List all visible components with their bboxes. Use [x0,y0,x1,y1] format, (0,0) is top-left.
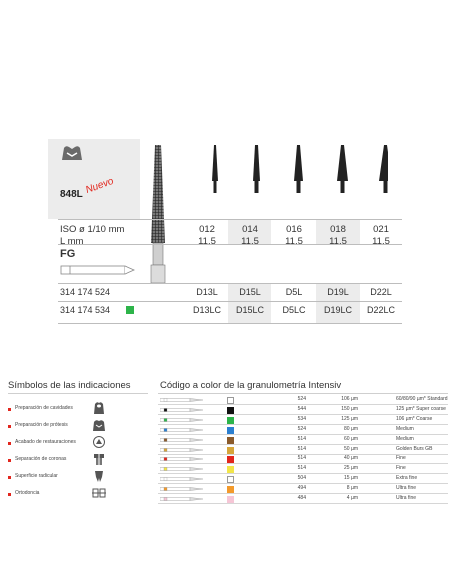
grit-reference: 514 [297,455,306,462]
iso-value: 014 [242,224,258,235]
grit-reference: 534 [297,415,306,422]
grit-color-swatch [227,486,234,493]
tooth-prosthesis-icon [92,418,106,432]
grit-size: 15 µm [344,475,358,482]
grit-size: 8 µm [346,485,358,492]
grit-size: 106 µm [341,396,358,402]
grit-size: 60 µm [344,435,358,442]
new-badge: Nuevo [84,175,116,196]
bur-size-silhouettes [208,143,388,195]
grit-label: Standard [427,396,448,402]
reference-number: 314 174 524 [60,287,111,297]
bur-shank-icon [160,408,204,412]
grit-name [396,446,432,452]
grit-size: 50 µm [344,445,358,452]
order-code: D22LC [366,305,395,315]
grit-label: Golden Burs GB [396,445,433,452]
grit-label: Ultra fine [396,485,417,492]
grit-row [158,465,448,474]
grit-size: 80 µm [344,425,358,432]
orthodontics-icon [92,486,106,500]
bullet [8,459,11,462]
root-surface-icon [92,469,106,483]
order-code: D15L [239,287,261,297]
length-value: 11.5 [198,236,216,247]
order-code: D22L [370,287,392,297]
grit-row [158,416,448,425]
bullet [8,425,11,428]
shank-type: FG [60,248,76,260]
iso-value: 016 [286,224,302,235]
grit-name [396,455,406,461]
grit-name [396,436,414,442]
grit-color-swatch [227,397,234,404]
grit-row [158,475,448,484]
bur-shank-icon [160,398,204,402]
grit-color-swatch [227,456,234,463]
section-title: Código a color de la granulometría Intensiv [160,380,342,391]
grit-row [158,446,448,455]
bur-shank-icon [160,477,204,481]
grit-color-swatch [227,427,234,434]
bullet [8,476,11,479]
grit-reference: 494 [297,485,306,492]
grit-row [158,396,448,405]
tooth-cavity-icon [92,401,106,415]
indication-label: Preparación de cavidades [15,405,73,411]
bullet [8,493,11,496]
iso-value: 018 [330,224,346,235]
divider [8,393,148,394]
grit-row [158,455,448,464]
grit-name [396,426,414,432]
divider [58,301,402,302]
grit-reference: 524 [297,396,306,402]
length-value: 11.5 [285,236,303,247]
divider [158,454,448,455]
grit-extra: 125 µm* [396,405,415,412]
grit-label: Fine [396,465,406,472]
order-code: D19LC [323,305,352,315]
length-value: 11.5 [329,236,347,247]
iso-value: 012 [199,224,215,235]
grit-label: Ultra fine [396,495,417,501]
grit-row [158,426,448,435]
fg-shank-image [60,264,136,276]
grit-size: 40 µm [344,455,358,462]
grit-extra: 106 µm* [396,415,415,422]
grit-name [396,396,448,402]
divider [158,424,448,425]
indication-label: Preparación de prótesis [15,422,68,428]
grit-label: Coarse [416,415,433,422]
divider [158,493,448,494]
divider [158,503,448,504]
bullet [8,442,11,445]
bur-shank-icon [160,428,204,432]
grit-name [396,465,406,471]
grit-size: 4 µm [346,495,358,501]
tooth-prosthesis-icon [60,144,84,162]
divider [58,219,402,220]
divider [158,463,448,464]
order-code: D15LC [235,305,264,315]
bullet [8,408,11,411]
indications-legend [0,378,158,528]
grit-label: Fine [396,455,406,462]
divider [158,404,448,405]
bur-shank-icon [160,467,204,471]
order-code: D5LC [282,305,306,315]
length-label: L mm [60,236,84,247]
grit-color-swatch [126,306,134,314]
grit-row [158,495,448,504]
grit-reference: 514 [297,465,306,472]
divider [158,414,448,415]
divider [158,473,448,474]
grit-reference: 514 [297,435,306,442]
grit-label: Extra fine [396,475,418,482]
bur-shank-icon [160,448,204,452]
indication-label: Separación de coronas [15,456,67,462]
product-card [48,139,402,324]
model-number: 848L [60,189,83,200]
indication-label: Ortodoncia [15,490,40,496]
grit-color-swatch [227,466,234,473]
bur-shank-icon [160,438,204,442]
grit-color-swatch [227,437,234,444]
indication-label: Acabado de restauraciones [15,439,76,445]
order-code: D13LC [192,305,221,315]
iso-value: 021 [373,224,389,235]
bur-shank-icon [160,418,204,422]
grit-color-swatch [227,447,234,454]
grit-label: Medium [396,425,414,432]
grit-extra: 60/80/90 µm* [396,396,426,402]
crown-separation-icon [92,452,106,466]
iso-label: ISO ø 1/10 mm [60,224,125,235]
divider [158,444,448,445]
bur-shank-icon [160,497,204,501]
grit-name [396,495,416,501]
divider [58,283,402,284]
order-code: D5L [285,287,303,297]
grit-reference: 514 [297,445,306,452]
reference-number: 314 174 534 [60,305,111,315]
grit-color-swatch [227,417,234,424]
grit-label: Super coarse [416,405,446,412]
grit-size: 125 µm [341,415,358,422]
grit-name [396,475,417,481]
grit-name [396,406,446,412]
grit-size: 150 µm [341,405,358,412]
grit-name [396,485,416,491]
order-code: D13L [196,287,218,297]
length-value: 11.5 [241,236,259,247]
order-code: D19L [327,287,349,297]
bur-shank-icon [160,457,204,461]
grit-color-swatch [227,496,234,503]
restoration-finishing-icon [92,435,106,449]
bur-shank-icon [160,487,204,491]
divider [158,434,448,435]
length-value: 11.5 [372,236,390,247]
grit-reference: 484 [297,495,306,501]
grit-reference: 544 [297,405,306,412]
divider [58,323,402,324]
grit-color-swatch [227,407,234,414]
indication-label: Superficie radicular [15,473,58,479]
grit-row [158,406,448,415]
grit-reference: 524 [297,425,306,432]
divider [158,393,448,394]
grit-label: Medium [396,435,414,442]
grit-row [158,485,448,494]
grit-reference: 504 [297,475,306,482]
section-title: Símbolos de las indicaciones [8,380,131,391]
divider [158,483,448,484]
bur-large-image [138,141,182,285]
grit-row [158,436,448,445]
grit-name [396,416,432,422]
grit-size: 25 µm [344,465,358,472]
grit-color-swatch [227,476,234,483]
